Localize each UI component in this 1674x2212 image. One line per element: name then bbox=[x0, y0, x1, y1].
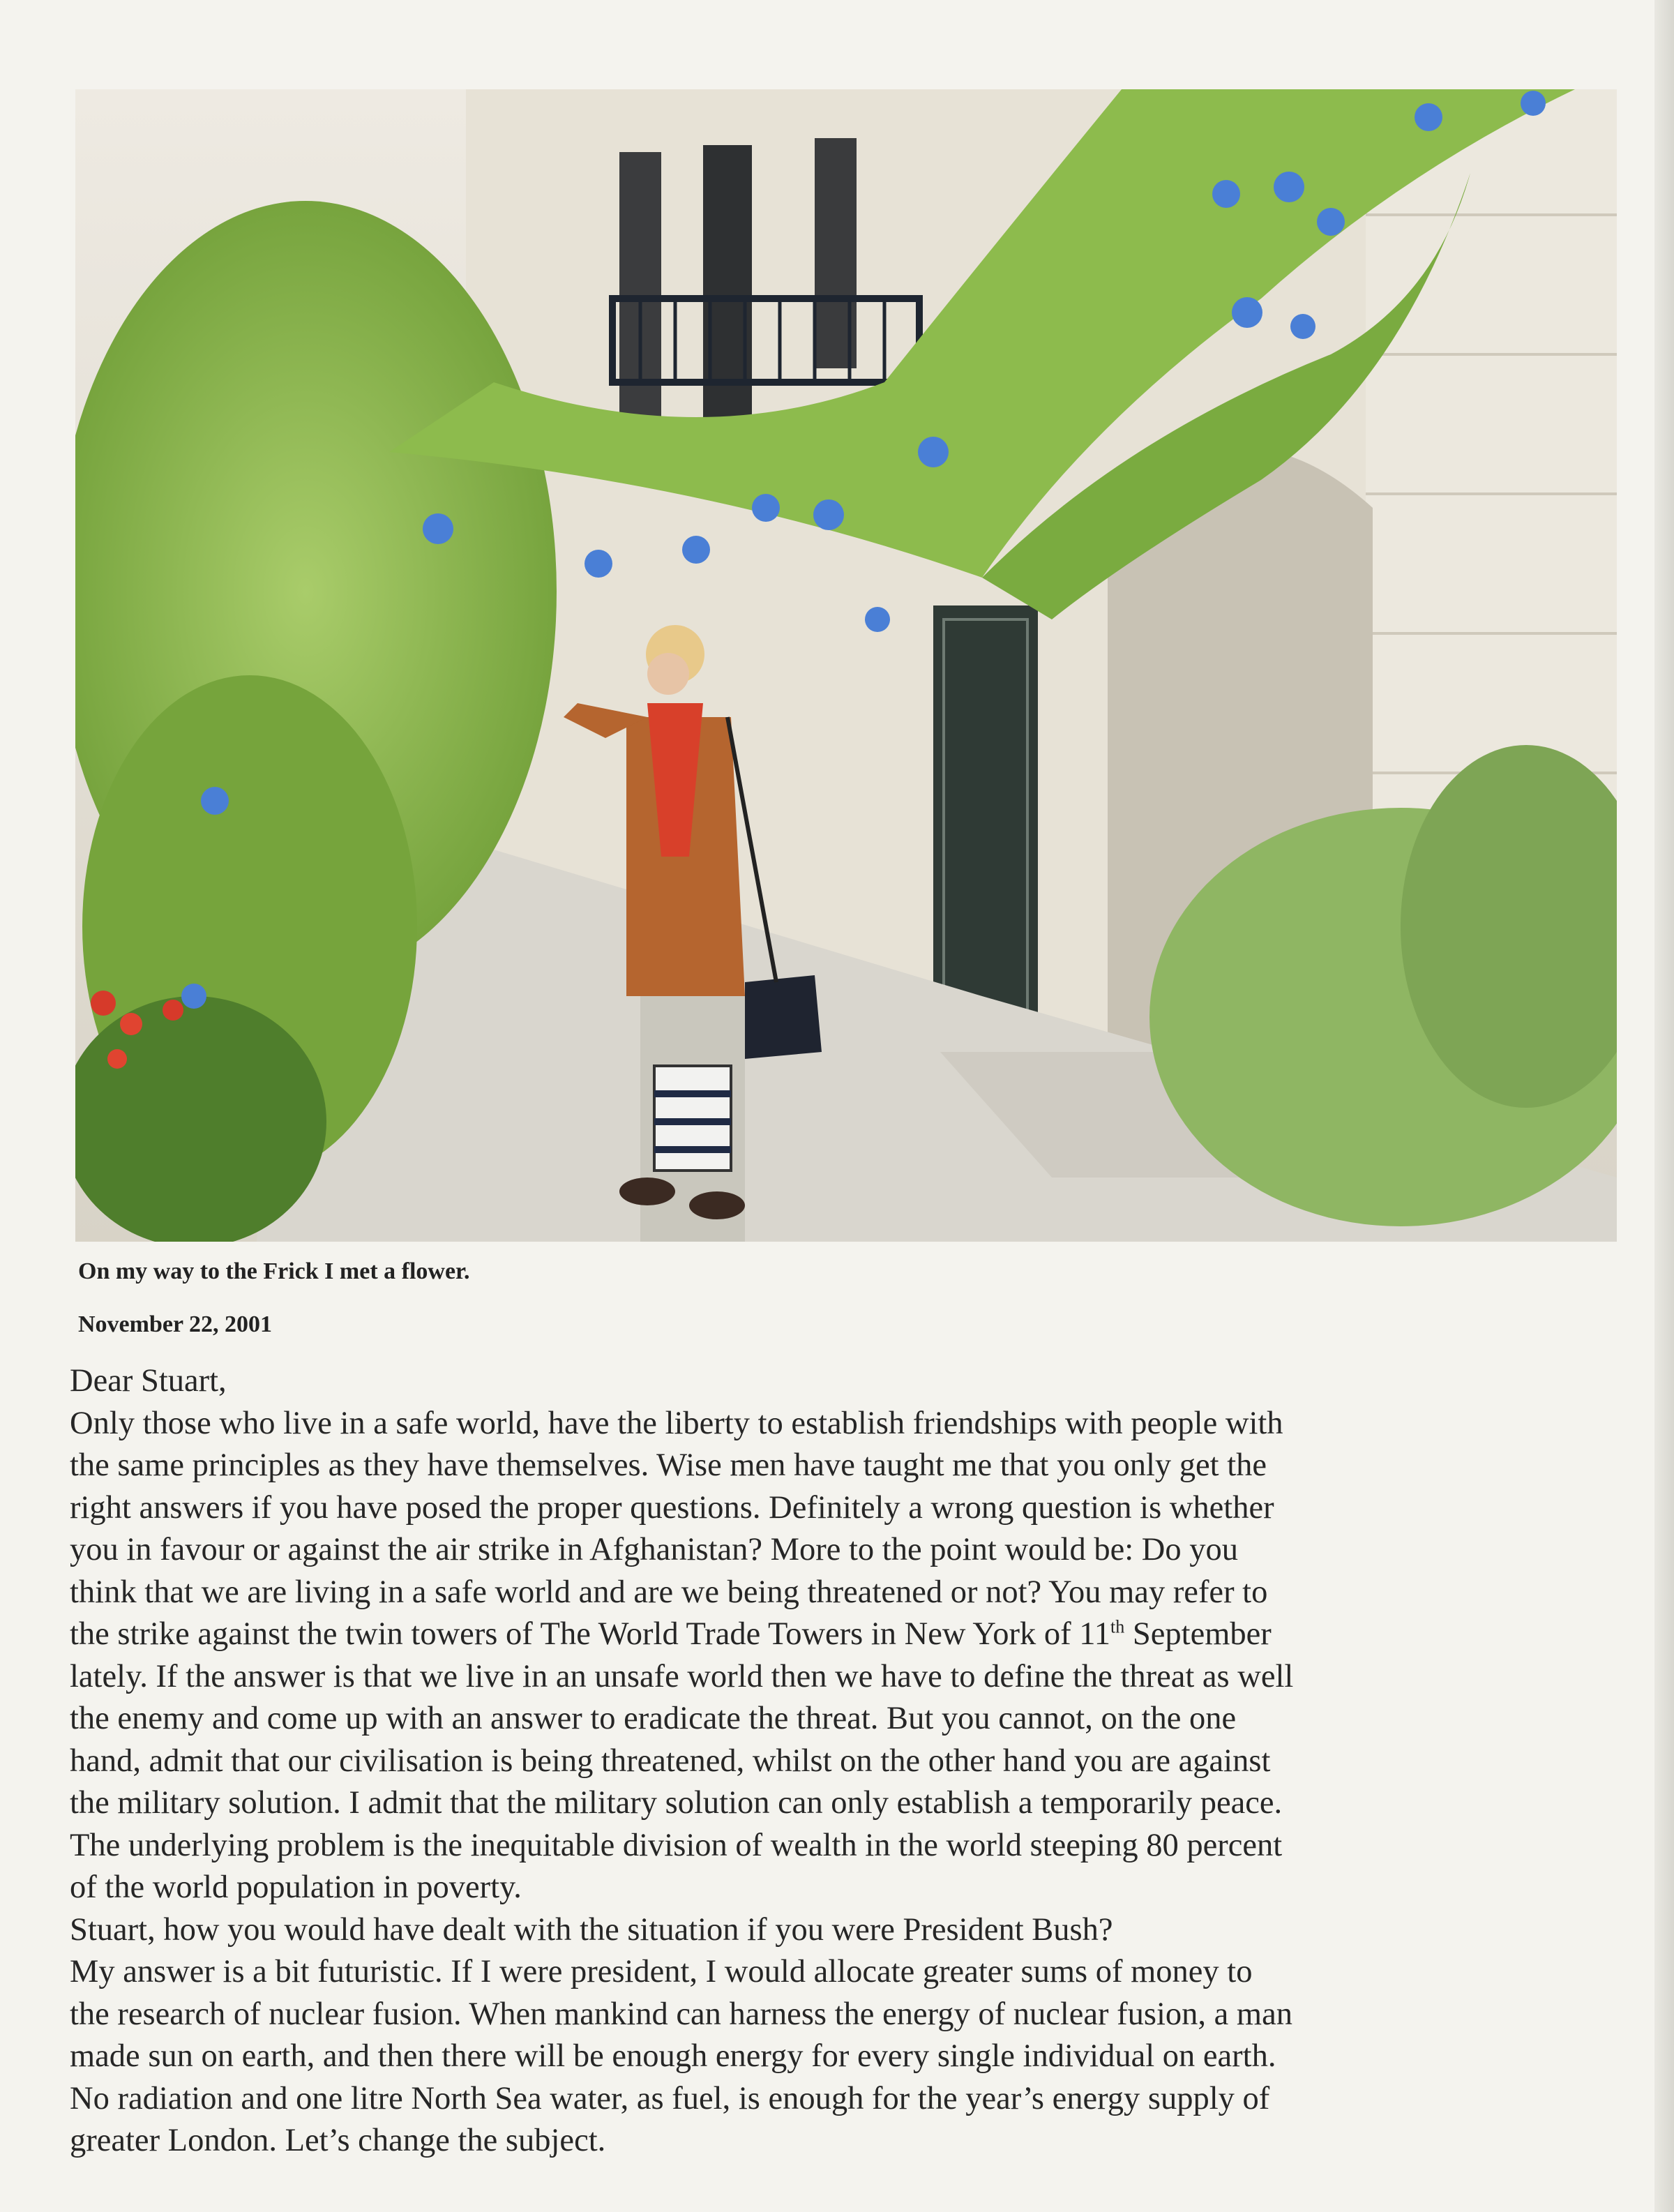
letter-line: made sun on earth, and then there will be enough energy for every single individual on earth. bbox=[70, 2038, 1276, 2074]
letter-line: the military solution. I admit that the military solution can only establish a temporarily peace. bbox=[70, 1785, 1283, 1821]
letter-greeting: Dear Stuart, bbox=[70, 1363, 227, 1399]
letter-line: The underlying problem is the inequitable division of wealth in the world steeping 80 percent bbox=[70, 1827, 1283, 1863]
letter-line: No radiation and one litre North Sea water, as fuel, is enough for the year’s energy supply of bbox=[70, 2080, 1270, 2116]
letter-line: greater London. Let’s change the subject. bbox=[70, 2123, 606, 2158]
letter-line: lately. If the answer is that we live in an unsafe world then we have to define the threat as well bbox=[70, 1658, 1294, 1694]
letter-line bbox=[70, 1613, 1472, 1656]
page-edge bbox=[1654, 0, 1674, 2212]
letter-line: the enemy and come up with an answer to eradicate the threat. But you cannot, on the one bbox=[70, 1701, 1237, 1736]
letter-line: the same principles as they have themselves. Wise men have taught me that you only get the bbox=[70, 1447, 1267, 1483]
photo-caption: On my way to the Frick I met a flower. bbox=[78, 1258, 470, 1284]
photo bbox=[75, 89, 1617, 1242]
letter-line-text: the strike against the twin towers of The World Trade Towers in New York of 11 bbox=[70, 1616, 1111, 1652]
letter-line: of the world population in poverty. bbox=[70, 1869, 522, 1905]
letter-line: you in favour or against the air strike in Afghanistan? More to the point would be: Do you bbox=[70, 1532, 1238, 1567]
letter-line-tail: September bbox=[1124, 1616, 1272, 1652]
letter-line: hand, admit that our civilisation is being threatened, whilst on the other hand you are against bbox=[70, 1743, 1271, 1779]
letter-body bbox=[70, 1360, 1472, 2162]
letter-line: think that we are living in a safe world and are we being threatened or not? You may refer to bbox=[70, 1574, 1268, 1610]
letter-line: the research of nuclear fusion. When mankind can harness the energy of nuclear fusion, a man bbox=[70, 1996, 1292, 2032]
ordinal-suffix: th bbox=[1110, 1616, 1125, 1637]
letter-line: Stuart, how you would have dealt with the situation if you were President Bush? bbox=[70, 1911, 1113, 1948]
photo-scene bbox=[75, 89, 1617, 1242]
letter-date: November 22, 2001 bbox=[78, 1311, 272, 1337]
letter-line: right answers if you have posed the proper questions. Definitely a wrong question is whether bbox=[70, 1489, 1274, 1526]
letter-line: My answer is a bit futuristic. If I were president, I would allocate greater sums of money to bbox=[70, 1954, 1253, 1989]
letter-line: Only those who live in a safe world, have the liberty to establish friendships with people with bbox=[70, 1405, 1283, 1441]
